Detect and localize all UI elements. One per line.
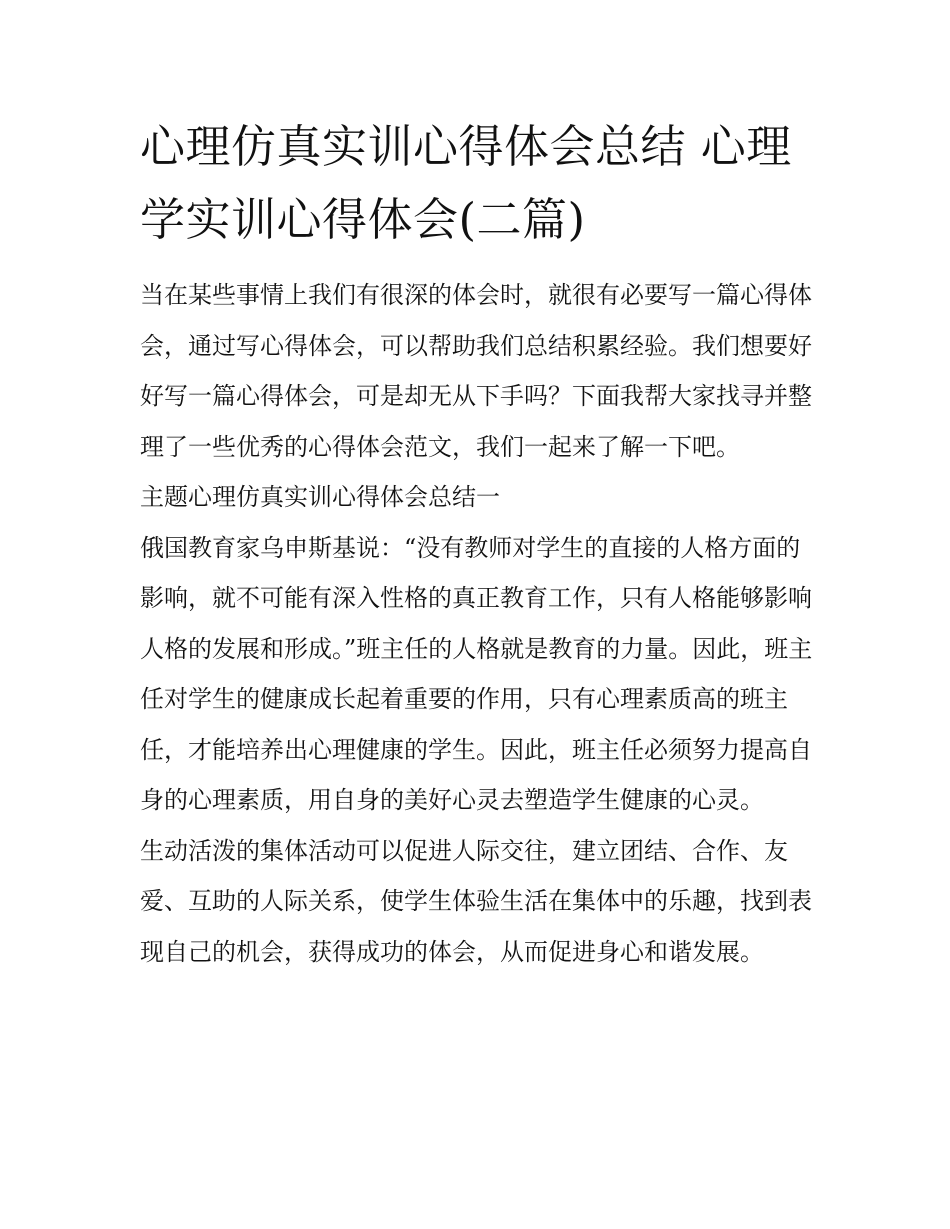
section-heading: 主题心理仿真实训心得体会总结一 bbox=[140, 483, 500, 511]
document-page bbox=[140, 110, 820, 977]
body-paragraph: 俄国教育家乌申斯基说：“没有教师对学生的直接的人格方面的影响，就不可能有深入性格的真正教育工作，只有人格能够影响人格的发展和形成。”班主任的人格就是教育的力量。因此，班主任对学生的健康成长起着重要的作用，只有心理素质高的班主任，才能培养出心理健康的学生。因此，班主任必须努力提高自身的心理素质，用自身的美好心灵去塑造学生健康的心灵。 bbox=[140, 533, 813, 814]
document-title: 心理仿真实训心得体会总结 心理学实训心得体会(二篇) bbox=[140, 120, 792, 246]
body-paragraph: 生动活泼的集体活动可以促进人际交往，建立团结、合作、友爱、互助的人际关系，使学生体验生活在集体中的乐趣，找到表现自己的机会，获得成功的体会，从而促进身心和谐发展。 bbox=[140, 836, 812, 966]
document-body bbox=[140, 270, 820, 977]
intro-paragraph: 当在某些事情上我们有很深的体会时，就很有必要写一篇心得体会，通过写心得体会，可以帮助我们总结积累经验。我们想要好好写一篇心得体会，可是却无从下手吗？下面我帮大家找寻并整理了一些优秀的心得体会范文，我们一起来了解一下吧。 bbox=[140, 281, 812, 461]
